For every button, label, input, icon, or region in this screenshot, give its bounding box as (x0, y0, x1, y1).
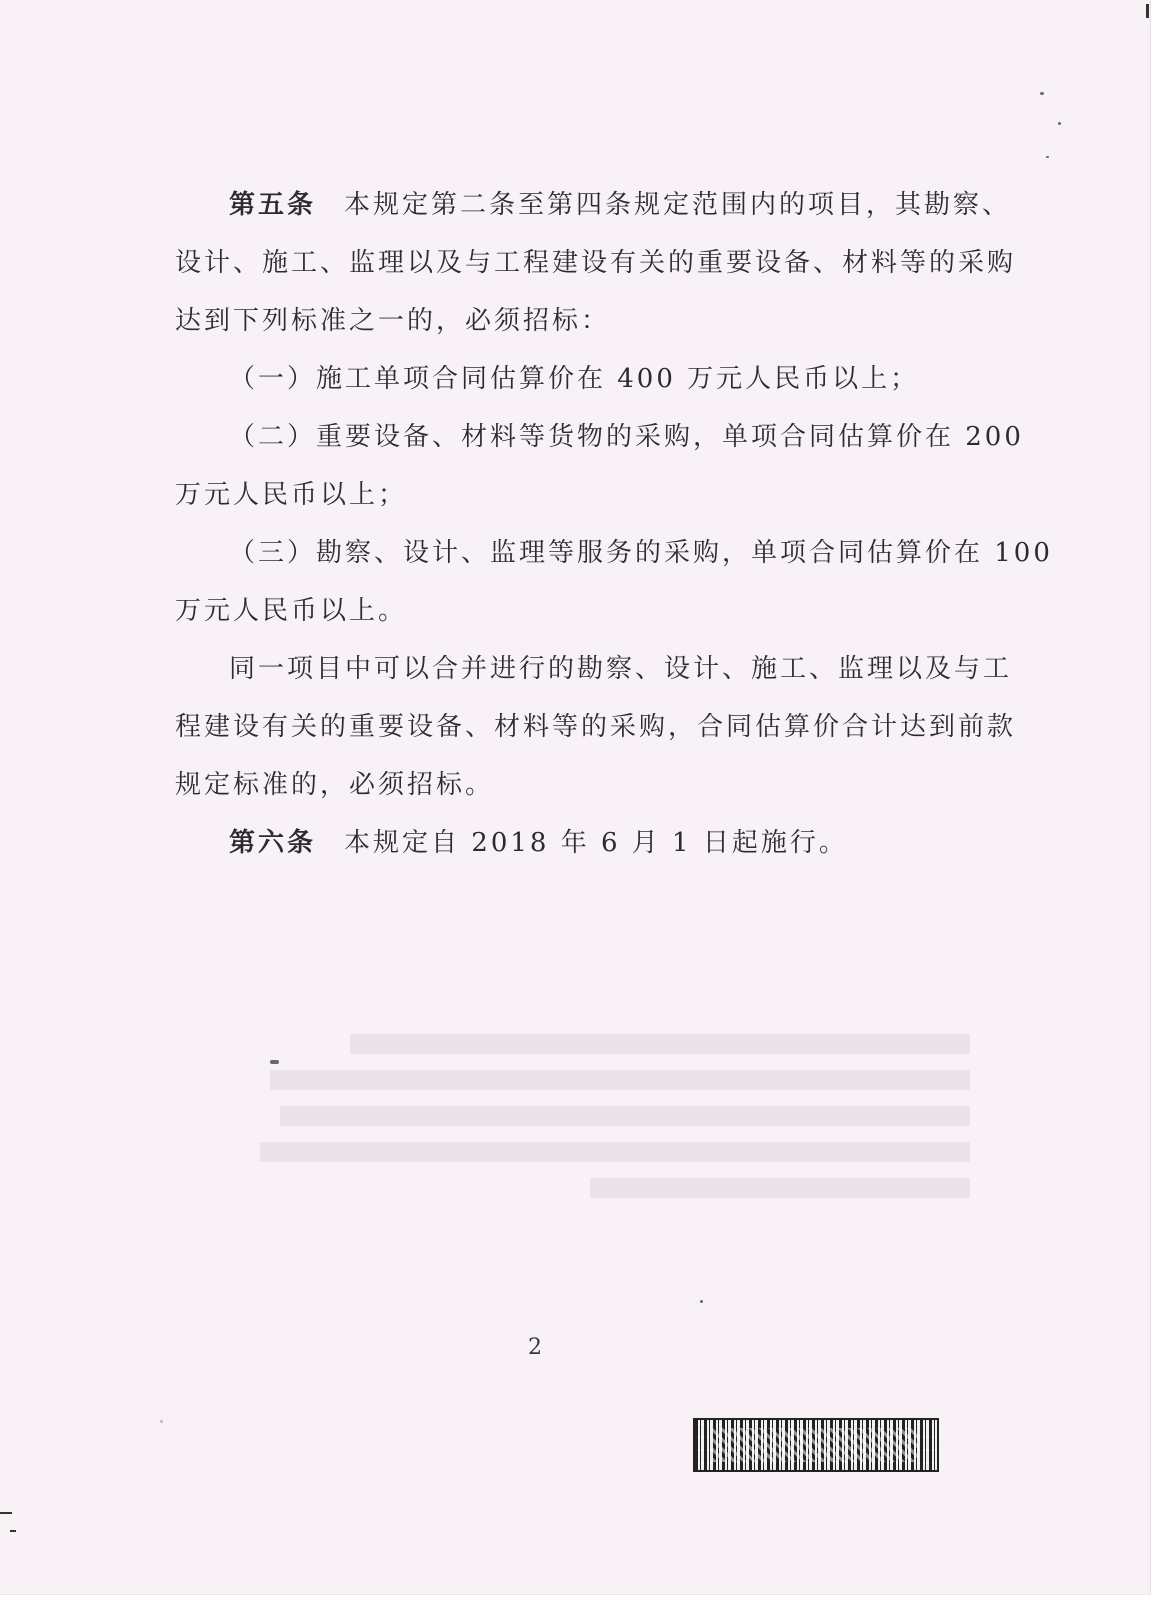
scan-speck (700, 1300, 703, 1303)
scan-speck (1040, 92, 1044, 95)
article-6-line (175, 814, 940, 872)
article-5-line-3: 达到下列标准之一的，必须招标： (175, 306, 611, 336)
article-5-line-2: 设计、施工、监理以及与工程建设有关的重要设备、材料等的采购 (175, 248, 1017, 278)
page-number: 2 (528, 1335, 542, 1360)
scan-speck (1058, 122, 1061, 125)
scan-speck (270, 1060, 279, 1064)
scan-speck (1046, 156, 1049, 158)
article-5-title: 第五条 (229, 190, 317, 220)
merge-clause-line-2: 程建设有关的重要设备、材料等的采购，合同估算价合计达到前款 (175, 712, 1017, 742)
item-3-line-1: （三）勘察、设计、监理等服务的采购，单项合同估算价在 100 (229, 538, 1053, 568)
scan-edge-mark (10, 1530, 16, 1532)
item-2-line-1: （二）重要设备、材料等货物的采购，单项合同估算价在 200 (229, 422, 1024, 452)
article-5-text: 本规定第二条至第四条规定范围内的项目，其勘察、 (344, 190, 1012, 220)
scan-speck (160, 1420, 163, 1423)
scan-edge-mark (1146, 4, 1149, 18)
bleed-through-shadow (230, 1018, 970, 1214)
item-1: （一）施工单项合同估算价在 400 万元人民币以上； (229, 364, 920, 394)
article-6-text: 本规定自 2018 年 6 月 1 日起施行。 (344, 828, 848, 858)
item-2-line-2: 万元人民币以上； (175, 480, 408, 510)
merge-clause-line-1: 同一项目中可以合并进行的勘察、设计、施工、监理以及与工 (229, 654, 1013, 684)
merge-clause-line-3: 规定标准的，必须招标。 (175, 770, 495, 800)
barcode-icon (693, 1418, 939, 1472)
scan-edge-mark (0, 1512, 12, 1514)
item-3-line-2: 万元人民币以上。 (175, 596, 408, 626)
article-5-line-1 (175, 176, 1012, 234)
document-body (175, 176, 1053, 872)
article-6-title: 第六条 (229, 828, 317, 858)
